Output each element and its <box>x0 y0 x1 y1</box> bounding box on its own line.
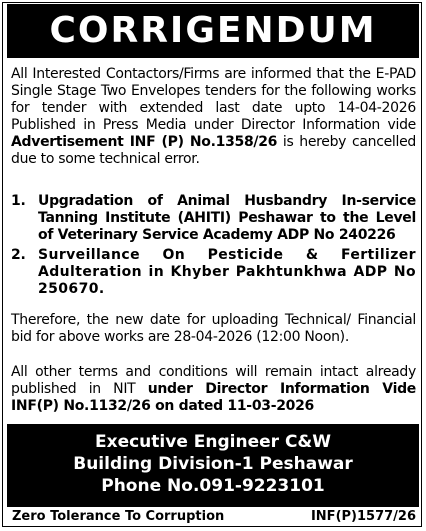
office-division: Building Division-1 Peshawar <box>73 454 353 474</box>
page-title: CORRIGENDUM <box>49 10 377 51</box>
intro-text-end: is hereby cancelled due to some technical error. <box>11 134 416 167</box>
slogan: Zero Tolerance To Corruption <box>12 509 225 524</box>
item-number: 1. <box>11 193 26 209</box>
office-phone: Phone No.091-9223101 <box>101 476 325 496</box>
item-text: Upgradation of Animal Husbandry In-service Tanning Institute (AHITI) Peshawar to the Level of Veterinary Service Academy ADP No 240226 <box>38 193 416 243</box>
intro-text: All Interested Contactors/Firms are informed that the E-PAD Single Stage Two Envelopes tenders for the following works for tender with extended last date upto 14-04-2026 Published in Press Media under Director Information vide <box>11 66 416 133</box>
works-list <box>11 193 416 301</box>
office-title: Executive Engineer C&W <box>95 432 331 452</box>
terms-text: All other terms and conditions will remain intact already published in NIT <box>11 364 416 397</box>
contact-block <box>7 424 419 507</box>
release-reference: INF(P)1577/26 <box>310 509 416 524</box>
item-text: Surveillance On Pesticide & Fertilizer Adulteration in Khyber Pakhtunkhwa ADP No 250670. <box>38 247 416 297</box>
advertisement-reference: Advertisement INF (P) No.1358/26 <box>11 134 278 150</box>
bottom-bar <box>12 509 416 524</box>
title-banner <box>7 4 419 58</box>
list-item <box>11 193 416 244</box>
list-item <box>11 247 416 298</box>
intro-paragraph <box>11 66 416 168</box>
nit-reference: under Director Information Vide INF(P) No.1132/26 on dated 11-03-2026 <box>11 381 416 414</box>
item-number: 2. <box>11 247 26 263</box>
terms-paragraph <box>11 364 416 415</box>
new-date-text: Therefore, the new date for uploading Technical/ Financial bid for above works are 28-04-2026 (12:00 Noon). <box>11 312 416 345</box>
new-date-paragraph <box>11 312 416 346</box>
